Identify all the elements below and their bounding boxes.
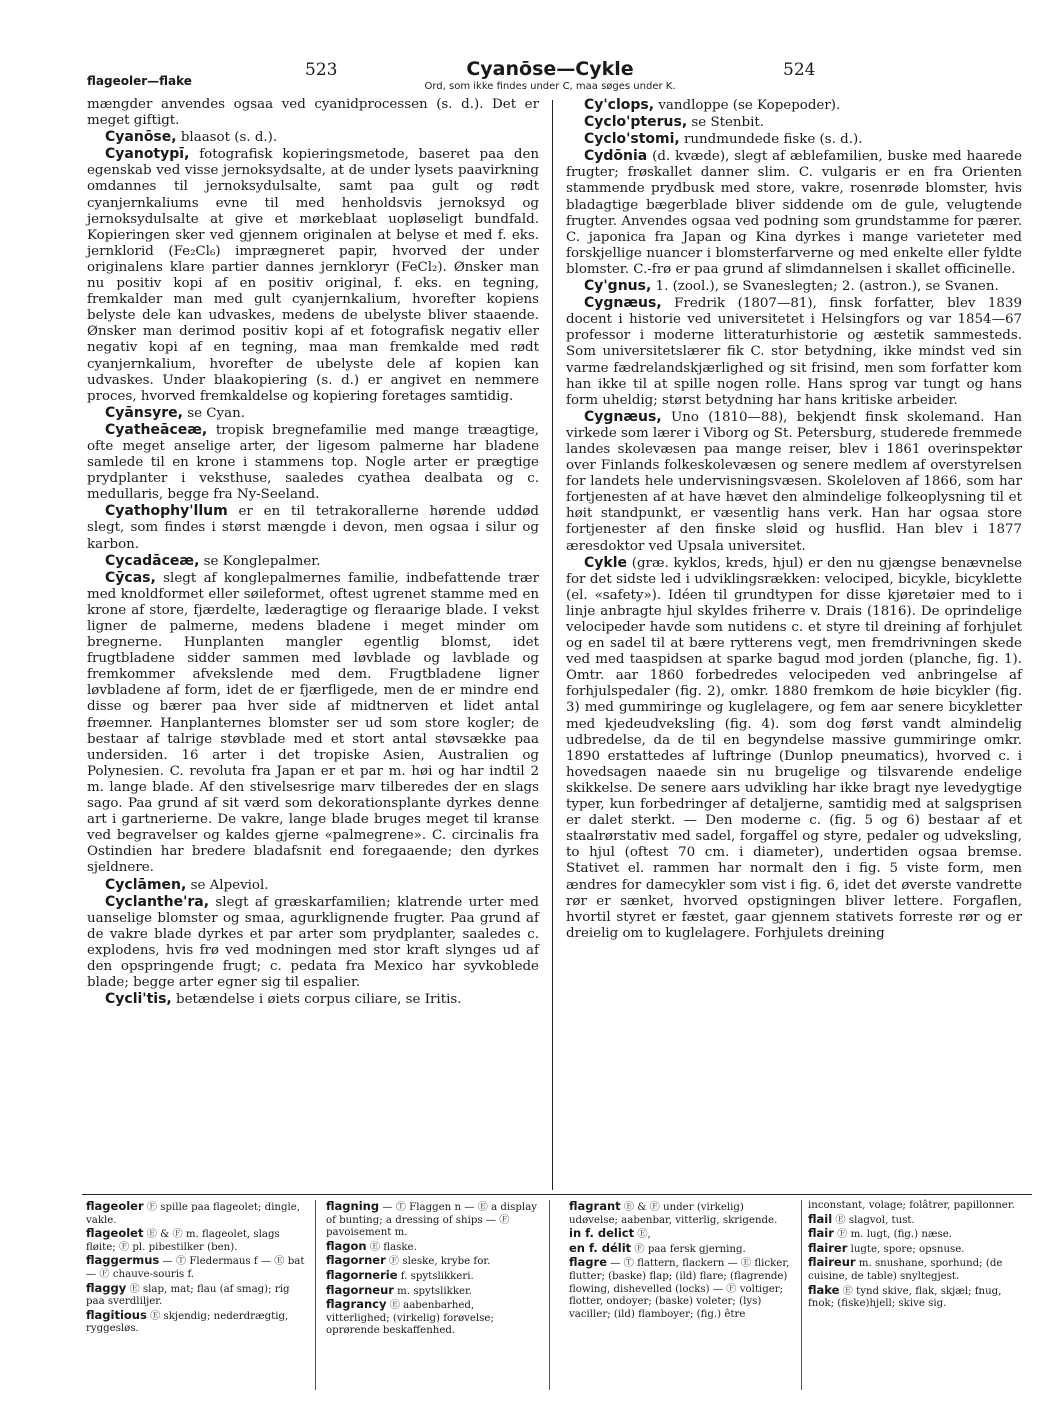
entry-text: tropisk bregnefamilie med mange træagtige, ofte meget anselige arter, der ligesom palmerne har bladene samlede til en krone i stammens top. Nogle arter er prægtige prydplanter i veksthuse, saaledes cyathea dealbata og c. medullaris, begge fra Ny-Seeland.	[87, 422, 539, 503]
glossary-section	[82, 1194, 1032, 1404]
entry-headword: Cycadāceæ,	[105, 552, 200, 569]
glossary-entry	[808, 1200, 1028, 1213]
dictionary-entry	[87, 503, 539, 552]
entry-headword: Cygnæus,	[584, 295, 662, 312]
glossary-entry	[326, 1254, 540, 1269]
entry-text: Uno (1810—88), bekjendt finsk skolemand. Han virkede som lærer i Viborg og St. Petersburg, studerede fremmede landes skolevæsen paa mange reiser, blev i 1861 overinspektør over Finlands folkeskolevæsen og senere medlem af overstyrelsen for landets hele undervisningsvæsen. Skoleloven af 1866, som har fortjenesten af at have hævet den almindelige folkeoplysning til et høit standpunkt, er væsentlig hans verk. Han har ogsaa store fortjenester af den finske sløid og husflid. Han blev i 1877 æresdoktor ved Upsala universitet.	[566, 409, 1023, 554]
entry-text: (græ. kyklos, kreds, hjul) er den nu gjængse benævnelse for det sidste led i udviklingsrækken: velociped, bicykle, bicyklette (el. «safety»). Idéen til grundtypen for disse kjøretøier med to i linje anbragte hjul skyldes friherre v. Drais (1816). De oprindelige velocipeder havde som nutidens c. et styre til dreining af forhjulet og en sadel til at bære rytterens vegt, men fremdrivningen skede ved med taaspidsen at sparke bagud mod jorden (planche, fig. 1). Omtr. aar 1860 forbedredes velocipeden ved anbringelse af forhjulspedaler (fig. 2), omkr. 1880 fremkom de høie bicykler (fig. 3) med gummiringe og kuglelagere, og fem aar senere bicykletter med kjedeudveksling (fig. 4). som dog først vandt almindelig udbredelse, da de til en begyndelse massive gummiringe omkr. 1890 erstattedes af luftringe (Dunlop pneumatics), hvorved c. i hovedsagen naaede sin nu brugelige og tilsvarende endelige skikkelse. De senere aars udvikling har ikke bragt nye levedygtige typer, kun forbedringer af detaljerne, samtidig med at salgsprisen er dalet sterkt. — Den moderne c. (fig. 5 og 6) bestaar af et staalrørstativ med sadel, forgaffel og styre, pedaler og udveksling, to hjul (oftest 70 cm. i diameter), undertiden ogsaa bremse. Stativet el. rammen har normalt den i fig. 5 viste form, men ændres for damecykler som vist i fig. 6, idet det øverste vandrette rør er sænket, hvorved opstigningen bliver lettere. Forgaflen, hvortil styret er fæstet, gaar gjennem stativets forreste rør og er dreielig om to kuglelagere. Forhjulets dreining	[566, 555, 1022, 941]
dictionary-entry	[566, 131, 1022, 148]
page-header	[0, 56, 1064, 96]
glossary-translation: Ⓕ sleske, krybe for.	[385, 1256, 491, 1268]
entry-text: se Stenbit.	[687, 115, 765, 131]
entry-headword: Cyanotypī,	[105, 146, 190, 163]
glossary-entry	[569, 1242, 793, 1257]
glossary-entry	[326, 1200, 540, 1240]
glossary-entry	[326, 1240, 540, 1255]
dictionary-entry	[566, 114, 1022, 131]
glossary-entry	[808, 1256, 1028, 1283]
entry-headword: Cygnæus,	[584, 408, 662, 425]
glossary-translation: Ⓔ slap, mat; flau (af smag); rig paa sverdliljer.	[86, 1283, 290, 1308]
glossary-separator	[801, 1200, 802, 1390]
glossary-translation: — Ⓣ Flaggen n — Ⓔ a display of bunting; a dressing of ships — Ⓕ pavoisement m.	[326, 1202, 538, 1239]
dictionary-entry	[87, 422, 539, 503]
entry-headword: Cy'gnus,	[584, 278, 652, 295]
glossary-translation: Ⓔ tynd skive, flak, skjæl; fnug, fnok; (fiske)hjell; skive sig.	[808, 1285, 1002, 1310]
entry-headword: Cyclāmen,	[105, 876, 187, 893]
glossary-word: flaggy	[86, 1280, 127, 1295]
glossary-translation: Ⓔ,	[634, 1229, 651, 1241]
glossary-word: en f. délit	[569, 1240, 632, 1255]
entry-headword: Cydōnia	[584, 148, 648, 165]
dictionary-entry	[566, 278, 1022, 295]
dictionary-entry	[566, 555, 1022, 942]
dictionary-entry	[566, 295, 1022, 409]
entry-headword: Cycli'tis,	[105, 991, 172, 1008]
glossary-word: flageolet	[86, 1226, 144, 1241]
glossary-entry	[808, 1284, 1028, 1311]
glossary-translation: Ⓔ aabenbarhed, vitterlighed; (virkelig) forøvelse; oprørende beskaffenhed.	[326, 1300, 494, 1337]
entry-headword: Cyatheāceæ,	[105, 421, 208, 438]
glossary-translation: inconstant, volage; folâtrer, papillonner.	[808, 1200, 1015, 1211]
entry-text: rundmundede fiske (s. d.).	[679, 132, 863, 148]
entry-text: er en til tetrakorallerne hørende uddød slegt, som findes i størst mængde i devon, men ogsaa i silur og karbon.	[87, 504, 539, 552]
entry-headword: Cyānsyre,	[105, 404, 183, 421]
glossary-word: flail	[808, 1211, 833, 1226]
glossary-entry	[86, 1200, 308, 1227]
glossary-entry	[569, 1227, 793, 1242]
dictionary-entry	[87, 553, 539, 570]
glossary-column-2	[326, 1200, 540, 1338]
entry-text: vandloppe (se Kopepoder).	[654, 98, 841, 113]
glossary-word: flagning	[326, 1199, 380, 1213]
entry-text: mængder anvendes ogsaa ved cyanidprocessen (s. d.). Det er meget giftigt.	[87, 97, 539, 129]
glossary-translation: Ⓔ skjendig; nederdrægtig, ryggesløs.	[86, 1310, 289, 1335]
entry-headword: Cyanōse,	[105, 129, 177, 146]
left-column	[87, 97, 539, 1008]
right-column	[566, 97, 1022, 942]
glossary-word: flairer	[808, 1240, 848, 1255]
glossary-word: flagrancy	[326, 1297, 387, 1312]
dictionary-entry	[87, 405, 539, 422]
glossary-entry	[808, 1213, 1028, 1228]
glossary-word: flagre	[569, 1255, 607, 1270]
dictionary-entry	[566, 97, 1022, 114]
glossary-translation: f. spytslikkeri.	[397, 1270, 474, 1282]
entry-text: betændelse i øiets corpus ciliare, se Iritis.	[171, 992, 462, 1008]
glossary-entry	[326, 1298, 540, 1338]
glossary-entry	[86, 1254, 308, 1281]
glossary-translation: Ⓔ flaske.	[366, 1241, 417, 1253]
entry-text: se Cyan.	[183, 405, 245, 421]
glossary-column-4	[808, 1200, 1028, 1311]
entry-text: Fredrik (1807—81), finsk forfatter, blev 1839 docent i historie ved universitetet i Helsingfors og var 1854—67 professor i moderne litteraturhistorie og æstetik sammesteds. Som universitetslærer fik C. stor betydning, ikke mindst ved sin varme fædrelandskjærlighed og sit frisind, men som forfatter kom han ikke til at spille nogen rolle. Hans sprog var tungt og hans form uheldig; størst betydning har hans kritiske arbeider.	[566, 296, 1022, 408]
glossary-column-1	[86, 1200, 308, 1336]
column-divider	[552, 100, 553, 1190]
dictionary-entry	[87, 97, 539, 129]
page-number-left: 523	[305, 60, 338, 80]
dictionary-entry	[566, 148, 1022, 278]
entry-text: slegt af konglepalmernes familie, indbefattende trær med knoldformet eller søileformet, oftest ugrenet stamme med en krone af store, fjærdelte, læderagtige og fleraarige blade. I vekst ligner de palmerne, medens bladene i meget minder om bregnerne. Hunplanten mangler egentlig blomst, idet frugtbladene sidder sammen med løvblade og lavblade og fremkommer afvekslende med dem. Frugtbladene ligner løvbladene af form, idet de er fjærfligede, men de er mindre end disse og bærer paa hver side af midtnerven et lidet antal frøemner. Hanplanternes blomster ser ud som store kogler; de bestaar af talrige støvblade med et stort antal støvsække paa undersiden. 16 arter i det tropiske Asien, Australien og Polynesien. C. revoluta fra Japan er et par m. høi og har indtil 2 m. lange blade. Af den stivelsesrige marv tilberedes der en slags sago. Paa grund af sit værd som dekorationsplante dyrkes denne art i gartnerierne. De vakre, lange blade bruges meget til kranse ved begravelser og kaldes gjerne «palmegrene». C. circinalis fra Ostindien har bredere bladafsnit end foregaaende; den dyrkes sjeldnere.	[87, 570, 539, 876]
entry-headword: Cykle	[584, 554, 628, 571]
page-number-right: 524	[783, 60, 816, 80]
entry-text: se Alpeviol.	[186, 877, 269, 893]
dictionary-entry	[87, 877, 539, 894]
glossary-entry	[569, 1200, 793, 1227]
glossary-word: flaireur	[808, 1255, 856, 1270]
glossary-word: flaggermus	[86, 1253, 160, 1268]
glossary-translation: Ⓕ paa fersk gjerning.	[631, 1243, 746, 1255]
entry-headword: Cyclo'stomi,	[584, 131, 680, 148]
glossary-word: in f. delict	[569, 1226, 635, 1241]
glossary-translation: Ⓕ spille paa flageolet; dingle, vakle.	[86, 1202, 300, 1226]
glossary-word: flair	[808, 1226, 834, 1241]
entry-text: blaasot (s. d.).	[176, 130, 278, 146]
entry-headword: Cy'clops,	[584, 97, 655, 113]
glossary-translation: m. snushane, sporhund; (de cuisine, de table) snyltegjest.	[808, 1258, 1003, 1282]
entry-text: 1. (zool.), se Svaneslegten; 2. (astron.), se Svanen.	[651, 279, 999, 295]
dictionary-entry	[87, 146, 539, 405]
glossary-translation: lugte, spore; opsnuse.	[847, 1243, 965, 1255]
entry-text: slegt af græskarfamilien; klatrende urter med uanselige blomster og smaa, agurklignende frugter. Paa grund af de vakre blade dyrkes et par arter som prydplanter, saaledes c. explodens, hvis frø ved modningen med stor kraft slynges ud af den opspringende frugt; c. pedata fra Mexico har syvkoblede blade; begge arter egner sig til espalier.	[87, 894, 539, 991]
glossary-translation: Ⓔ & Ⓕ m. flageolet, slags fløite; Ⓕ pl. pibestilker (ben).	[86, 1229, 280, 1253]
glossary-entry	[86, 1282, 308, 1309]
entry-text: fotografisk kopieringsmetode, baseret paa den egenskab ved visse jernoksydsalte, at de under lysets paavirkning omdannes til jernoksydulsalte, samt paa gult og rødt cyanjernkaliums evne til med henholdsvis jernoksyd og jernoksydulsalte at give et mørkeblaat uopløseligt bundfald. Kopieringen sker ved gjennem originalen at belyse et med f. eks. jernklorid (Fe₂Cl₆) imprægneret papir, hvorved der under originalens klare partier dannes jernkloryr (FeCl₂). Ønsker man nu positiv kopi af en positiv original, f. eks. en tegning, fremkalder man med gult cyanjernkalium, hvorefter kopiens belyste dele kan udvaskes, medens de ubelyste bliver staaende. Ønsker man derimod positiv kopi af et fotografisk negativ eller negativ kopi af en tegning, maa man fremkalde med rødt cyanjernkalium, hvorefter de ubelyste dele af kopien kan udvaskes. Under blaakopiering (s. d.) er angivet en nemmere proces, hvorved fremkaldelse og kopiering foretages samtidig.	[87, 147, 539, 404]
glossary-word: flake	[808, 1282, 840, 1297]
glossary-entry	[808, 1227, 1028, 1242]
glossary-word: flagornerie	[326, 1267, 398, 1282]
glossary-entry	[326, 1284, 540, 1299]
entry-text: (d. kvæde), slegt af æblefamilien, buske med haarede frugter; frøskallet danner slim. C. vulgaris er en fra Orienten stammende prydbusk med store, vakre, rosenrøde blomster, hvis bladagtige bægerblade bliver siddende om de gule, velugtende frugter. Anvendes ogsaa ved podning som grundstamme for pærer. C. japonica fra Japan og Kina dyrkes i mange varieteter med forskjellige nuancer i blomsterfarverne og med enkelte eller fyldte blomster. C.-frø er paa grund af slimdannelsen i skallet officinelle.	[566, 149, 1022, 277]
glossary-entry	[326, 1269, 540, 1284]
dictionary-entry	[87, 129, 539, 146]
glossary-word: flageoler	[86, 1199, 144, 1213]
glossary-translation: m. spytslikker.	[393, 1285, 473, 1297]
glossary-entry	[808, 1242, 1028, 1257]
glossary-word: flagrant	[569, 1199, 621, 1213]
glossary-separator	[315, 1200, 316, 1390]
dictionary-entry	[87, 991, 539, 1008]
dictionary-entry	[87, 570, 539, 877]
glossary-word: flagorneur	[326, 1282, 394, 1297]
glossary-entry	[569, 1256, 793, 1321]
glossary-column-3	[569, 1200, 793, 1321]
entry-headword: Cyclo'pterus,	[584, 114, 688, 131]
dictionary-entry	[87, 894, 539, 992]
entry-headword: Cȳcas,	[105, 569, 156, 586]
glossary-entry	[86, 1227, 308, 1254]
glossary-word: flagon	[326, 1238, 367, 1253]
page-subtitle: Ord, som ikke findes under C, maa søges under K.	[424, 81, 676, 92]
glossary-divider	[82, 1194, 1032, 1195]
entry-headword: Cyclanthe'ra,	[105, 893, 210, 910]
glossary-translation: Ⓕ m. lugt, (fig.) næse.	[833, 1229, 952, 1241]
glossary-translation: — Ⓣ Fledermaus f — Ⓔ bat — Ⓕ chauve-souris f.	[86, 1256, 305, 1280]
glossary-translation: — Ⓣ flattern, flackern — Ⓔ flicker, flutter; (baske) flap; (ild) flare; (flagrende) flowing, dishevelled (locks) — Ⓕ voltiger; flotter, ondoyer; (baske) voleter; (lys) vaciller; (ild) flamboyer; (fig.) être	[569, 1258, 790, 1320]
glossary-word: flagitious	[86, 1307, 147, 1322]
entry-text: se Konglepalmer.	[199, 553, 321, 569]
entry-headword: Cyathophy'llum	[105, 503, 228, 520]
glossary-translation: Ⓔ slagvol, tust.	[832, 1214, 915, 1226]
page-title: Cyanōse—Cykle	[466, 58, 634, 80]
glossary-word: flagorner	[326, 1253, 386, 1268]
glossary-entry	[86, 1309, 308, 1336]
glossary-translation: Ⓔ & Ⓕ under (virkelig) udøvelse; aabenbar, vitterlig, skrigende.	[569, 1202, 778, 1226]
glossary-separator	[549, 1200, 550, 1390]
dictionary-entry	[566, 409, 1022, 555]
glossary-key: flageoler—flake	[87, 74, 192, 88]
